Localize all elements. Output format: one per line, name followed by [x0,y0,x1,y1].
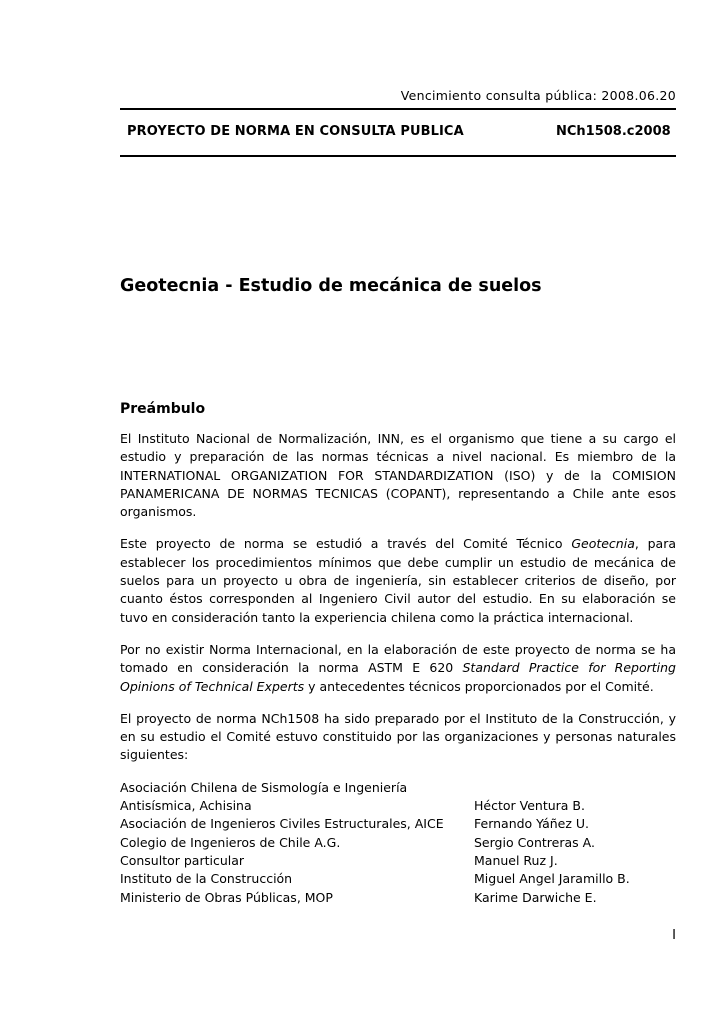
committee-organization: Asociación de Ingenieros Civiles Estructurales, AICE [120,816,444,832]
committee-person: Fernando Yáñez U. [474,816,590,832]
page-number: I [672,928,676,943]
committee-organization: Instituto de la Construcción [120,871,293,887]
preamble-section [120,400,676,907]
project-status-label: PROYECTO DE NORMA EN CONSULTA PUBLICA [127,124,464,139]
consultation-deadline: Vencimiento consulta pública: 2008.06.20 [400,88,676,103]
paragraph-astm-text-1: Por no existir Norma Internacional, en la elaboración de este proyecto de norma se ha tomado en consideración la norma ASTM E 620 [120,641,676,676]
table-row [120,852,676,870]
committee-person: Héctor Ventura B. [474,798,585,814]
paragraph-inn: El Instituto Nacional de Normalización, INN, es el organismo que tiene a su cargo el estudio y preparación de las normas técnicas a nivel nacional. Es miembro de la INTERNATIONAL ORGANIZATION FOR STANDARDIZATION (ISO) y de la COMISION PANAMERICANA DE NORMAS TECNICAS (COPANT), representando a Chile ante esos organismos. [120,431,676,520]
committee-person [470,779,676,797]
committee-person: Sergio Contreras A. [474,834,595,850]
comite-name: Geotecnia [571,536,635,552]
header-top-rule [120,108,676,110]
table-row [120,815,676,833]
norm-code: NCh1508.c2008 [556,124,671,139]
committee-organization: Antisísmica, Achisina [120,798,252,814]
committee-organization: Ministerio de Obras Públicas, MOP [120,889,333,905]
paragraph-comite-text-1: Este proyecto de norma se estudió a través del Comité Técnico [120,536,572,552]
preamble-heading: Preámbulo [120,401,206,417]
committee-organization: Asociación Chilena de Sismología e Ingeniería [120,779,408,795]
table-row [120,779,676,797]
document-title: Geotecnia - Estudio de mecánica de suelos [120,276,542,296]
paragraph-astm [120,641,676,696]
table-row [120,797,676,815]
committee-organization: Consultor particular [120,852,245,868]
header-bottom-rule [120,155,676,157]
paragraph-comite [120,535,676,626]
paragraph-comite-text-2: , para establecer los procedimientos mínimos que debe cumplir un estudio de mecánica de suelos para un proyecto u obra de ingeniería, sin establecer criterios de diseño, por cuanto éstos corresponden al Ingeniero Civil autor del estudio. En su elaboración se tuvo en consideración tanto la experiencia chilena como la práctica internacional. [120,536,676,625]
committee-organization: Colegio de Ingenieros de Chile A.G. [120,834,341,850]
committee-person: Miguel Angel Jaramillo B. [474,871,630,887]
committee-person: Karime Darwiche E. [474,889,597,905]
committee-person: Manuel Ruz J. [474,852,558,868]
astm-standard-title: Standard Practice for Reporting Opinions of Technical Experts [120,660,676,694]
paragraph-nch1508: El proyecto de norma NCh1508 ha sido preparado por el Instituto de la Construcción, y en su estudio el Comité estuvo constituido por las organizaciones y personas naturales siguientes: [120,710,676,763]
paragraph-astm-text-2: y antecedentes técnicos proporcionados por el Comité. [304,678,654,694]
table-row [120,870,676,888]
committee-table [120,779,676,907]
table-row [120,834,676,852]
table-row [120,889,676,907]
